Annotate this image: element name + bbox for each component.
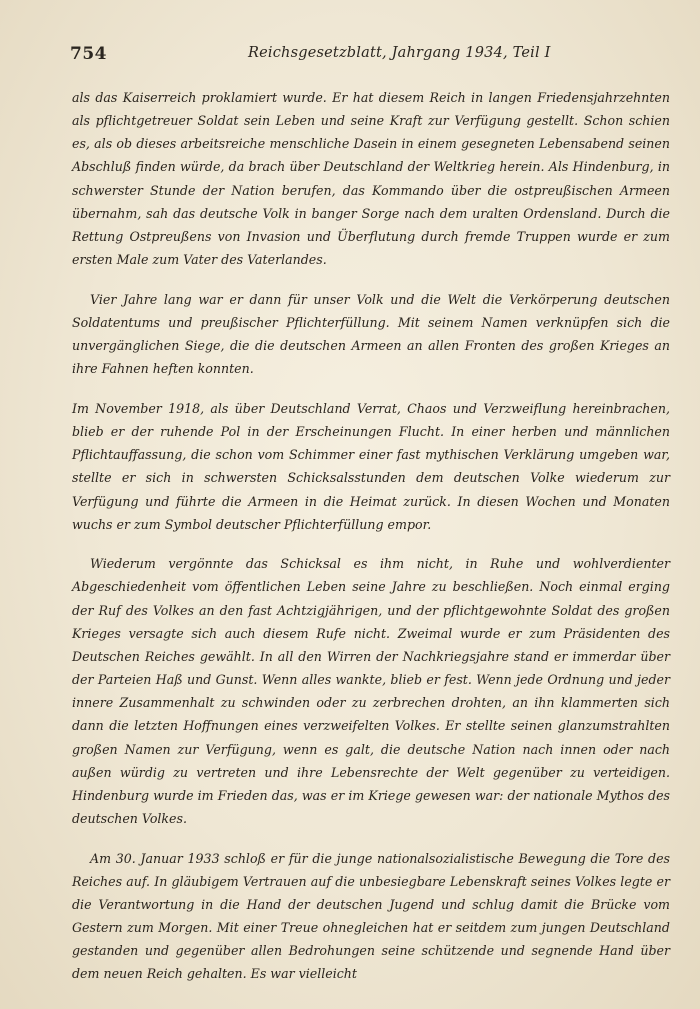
paragraph-2: Vier Jahre lang war er dann für unser Volk und die Welt die Verkörperung deutschen Soldatentums und preußischer Pflichterfüllung. Mit seinem Namen verknüpfen sich die unvergänglichen Siege, die die deutschen Armeen an allen Fronten des großen Krieges an ihre Fahnen heften konnten. bbox=[72, 291, 670, 377]
page-header bbox=[70, 44, 670, 68]
body-text bbox=[72, 86, 670, 986]
paragraph-4: Wiederum vergönnte das Schicksal es ihm nicht, in Ruhe und wohlverdienter Abgeschiedenheit vom öffentlichen Leben seine Jahre zu beschließen. Noch einmal erging der Ruf des Volkes an den fast Achtzigjährigen, und der pflichtgewohnte Soldat des großen Krieges versagte sich auch diesem Rufe nicht. Zweimal wurde er zum Präsidenten des Deutschen Reiches gewählt. In all den Wirren der Nachkriegsjahre stand er immerdar über der Parteien Haß und Gunst. Wenn alles wankte, blieb er fest. Wenn jede Ordnung und jeder innere Zusammenhalt zu schwinden oder zu zerbrechen drohten, an ihn klammerten sich dann die letzten Hoffnungen eines verzweifelten Volkes. Er stellte seinen glanzumstrahlten großen Namen zur Verfügung, wenn es galt, die deutsche Nation nach innen oder nach außen würdig zu vertreten und ihre Lebensrechte der Welt gegenüber zu verteidigen. Hindenburg wurde im Frieden das, was er im Kriege gewesen war: der nationale Mythos des deutschen Volkes. bbox=[72, 556, 670, 827]
page-number: 754 bbox=[70, 44, 107, 64]
paragraph-1: als das Kaiserreich proklamiert wurde. Er hat diesem Reich in langen Friedensjahrzehnten als pflichtgetreuer Soldat sein Leben und seine Kraft zur Verfügung gestellt. Schon schien es, als ob dieses arbeitsreiche menschliche Dasein in einem gesegneten Lebensabend seinen Abschluß finden würde, da brach über Deutschland der Weltkrieg herein. Als Hindenburg, in schwerster Stunde der Nation berufen, das Kommando über die ostpreußischen Armeen übernahm, sah das deutsche Volk in banger Sorge nach dem uralten Ordensland. Durch die Rettung Ostpreußens von Invasion und Überflutung durch fremde Truppen wurde er zum ersten Male zum Vater des Vaterlandes. bbox=[72, 90, 670, 268]
paragraph-3: Im November 1918, als über Deutschland Verrat, Chaos und Verzweiflung hereinbrachen, blieb er der ruhende Pol in der Erscheinungen Flucht. In einer herben und männlichen Pflichtauffassung, die schon vom Schimmer einer fast mythischen Verklärung umgeben war, stellte er sich in schwersten Schicksalsstunden dem deutschen Volke wiederum zur Verfügung und führte die Armeen in die Heimat zurück. In diesen Wochen und Monaten wuchs er zum Symbol deutscher Pflichterfüllung empor. bbox=[72, 400, 670, 532]
paragraph-5: Am 30. Januar 1933 schloß er für die junge nationalsozialistische Bewegung die Tore des Reiches auf. In gläubigem Vertrauen auf die unbesiegbare Lebenskraft seines Volkes legte er die Verantwortung in die Hand der deutschen Jugend und schlug damit die Brücke vom Gestern zum Morgen. Mit einer Treue ohnegleichen hat er seitdem zum jungen Deutschland gestanden und gegenüber allen Bedrohungen seine schützende und segnende Hand über dem neuen Reich gehalten. Es war vielleicht bbox=[72, 850, 670, 982]
running-title: Reichsgesetzblatt, Jahrgang 1934, Teil I bbox=[248, 45, 551, 61]
